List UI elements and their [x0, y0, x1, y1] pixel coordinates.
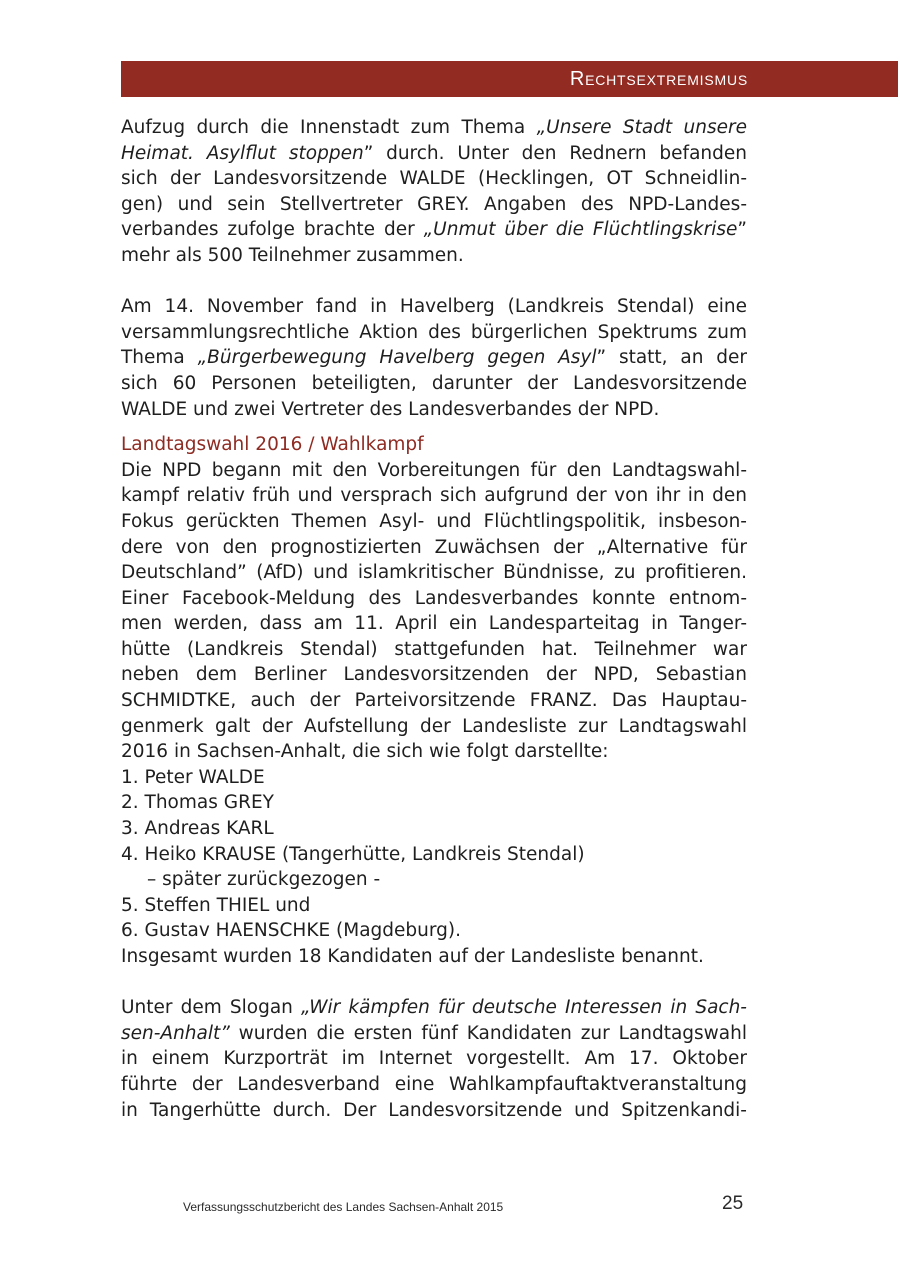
paragraph-spacer — [121, 269, 747, 295]
text-run: ” durch. Unter den Rednern befanden — [363, 142, 747, 164]
list-item: 4. Heiko KRAUSE (Tangerhütte, Landkreis Stendal) — [121, 843, 585, 865]
italic-quote: sen-Anhalt” — [121, 1022, 230, 1044]
list-item-note: – später zurückgezogen - — [147, 869, 381, 891]
text-line: in Tangerhütte durch. Der Landesvorsitzende und Spitzenkandi- — [121, 1099, 747, 1121]
list-item: 5. Steffen THIEL und — [121, 894, 311, 916]
paragraph-4 — [121, 995, 747, 1123]
text-run: wurden die ersten fünf Kandidaten zur Landtagswahl — [229, 1022, 747, 1044]
text-line: Fokus gerückten Themen Asyl- und Flüchtlingspolitik, insbeson- — [121, 510, 747, 532]
list-item: 2. Thomas GREY — [121, 792, 274, 814]
text-run: Unter dem Slogan — [121, 997, 302, 1019]
text-line: genmerk galt der Aufstellung der Landesliste zur Landtagswahl — [121, 715, 747, 737]
paragraph-spacer — [121, 422, 747, 432]
section-heading: Landtagswahl 2016 / Wahlkampf — [121, 434, 424, 456]
page-number: 25 — [722, 1193, 744, 1214]
page-section-title: Rechtsextremismus — [569, 68, 748, 90]
text-line — [121, 115, 747, 141]
text-line: hütte (Landkreis Stendal) stattgefunden hat. Teilnehmer war — [121, 638, 747, 660]
paragraph-1 — [121, 115, 747, 269]
header-bar — [121, 61, 898, 97]
text-line: SCHMIDTKE, auch der Parteivorsitzende FRANZ. Das Hauptau- — [121, 690, 747, 712]
paragraph-3 — [121, 458, 747, 765]
list-item: 6. Gustav HAENSCHKE (Magdeburg). — [121, 920, 461, 942]
text-line: WALDE und zwei Vertreter des Landesverbandes der NPD. — [121, 398, 660, 420]
text-line: Deutschland” (AfD) und islamkritischer Bündnisse, zu profitieren. — [121, 562, 747, 584]
text-line: 2016 in Sachsen-Anhalt, die sich wie folgt darstellte: — [121, 741, 609, 763]
page-content — [121, 115, 747, 1123]
italic-quote: „Unsere Stadt unsere — [536, 117, 747, 138]
list-summary: Insgesamt wurden 18 Kandidaten auf der Landesliste benannt. — [121, 946, 704, 967]
text-run: Thema — [121, 347, 198, 369]
text-line — [121, 1021, 747, 1047]
text-line: versammlungsrechtliche Aktion des bürgerlichen Spektrums zum — [121, 321, 747, 343]
text-line: sich der Landesvorsitzende WALDE (Hecklingen, OT Schneidlin- — [121, 168, 747, 190]
text-line — [121, 995, 747, 1021]
text-line: Einer Facebook-Meldung des Landesverbandes konnte entnom- — [121, 587, 747, 609]
text-line: Am 14. November fand in Havelberg (Landkreis Stendal) eine — [121, 296, 747, 318]
italic-quote: „Wir kämpfen für deutsche Interessen in Sach- — [301, 997, 747, 1019]
italic-quote: „Bürgerbewegung Havelberg gegen Asyl — [197, 347, 597, 369]
list-item: 3. Andreas KARL — [121, 818, 274, 840]
text-run: ” statt, an der — [596, 347, 747, 369]
text-line: neben dem Berliner Landesvorsitzenden der NPD, Sebastian — [121, 664, 747, 686]
footer-publication-title: Verfassungsschutzbericht des Landes Sachsen-Anhalt 2015 — [183, 1200, 504, 1214]
text-line: mehr als 500 Teilnehmer zusammen. — [121, 244, 464, 266]
text-line: Die NPD begann mit den Vorbereitungen für den Landtagswahl- — [121, 459, 747, 481]
text-line: kampf relativ früh und versprach sich aufgrund der von ihr in den — [121, 485, 747, 507]
text-line: in einem Kurzporträt im Internet vorgestellt. Am 17. Oktober — [121, 1048, 747, 1070]
list-item: 1. Peter WALDE — [121, 766, 265, 788]
italic-quote: „Unmut über die Flüchtlingskrise — [423, 219, 738, 241]
candidate-list — [121, 765, 747, 944]
text-run: verbandes zufolge brachte der — [121, 219, 424, 241]
text-line — [121, 141, 747, 167]
text-line: führte der Landesverband eine Wahlkampfauftaktveranstaltung — [121, 1073, 747, 1095]
paragraph-2 — [121, 294, 747, 422]
text-line: sich 60 Personen beteiligten, darunter der Landesvorsitzende — [121, 372, 747, 394]
text-line — [121, 345, 747, 371]
text-line — [121, 217, 747, 243]
paragraph-spacer — [121, 970, 747, 996]
italic-quote: Heimat. Asylflut stoppen — [121, 142, 364, 164]
text-line: dere von den prognostizierten Zuwächsen der „Alternative für — [121, 536, 747, 558]
text-line: men werden, dass am 11. April ein Landesparteitag in Tanger- — [121, 613, 747, 635]
text-run: Aufzug durch die Innenstadt zum Thema — [121, 117, 537, 138]
text-line: gen) und sein Stellvertreter GREY. Angaben des NPD-Landes- — [121, 193, 747, 215]
text-run: ” — [737, 219, 747, 241]
